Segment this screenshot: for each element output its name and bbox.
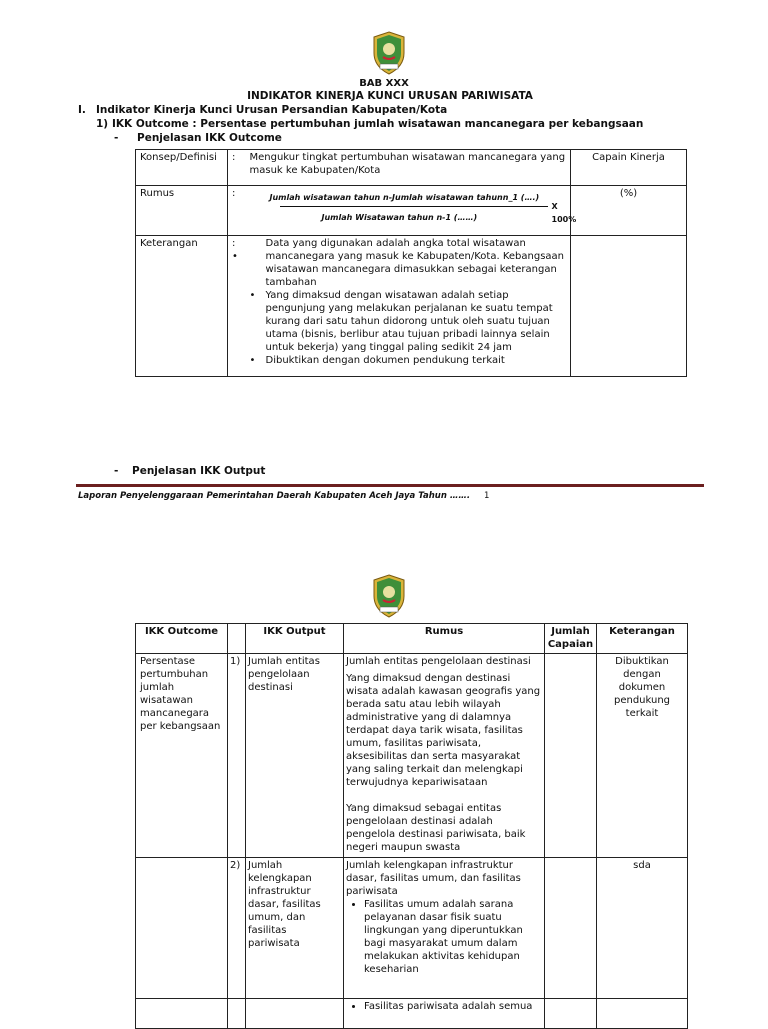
table-row (136, 999, 688, 1029)
table-row (136, 236, 687, 377)
fraction-line (280, 206, 548, 207)
rumus-cell (344, 654, 545, 858)
ikk-output-table (135, 623, 688, 1029)
chapter-label: BAB XXX (359, 78, 409, 89)
table-row (136, 186, 687, 236)
number-cell: 2) (228, 858, 246, 999)
header-ikk-outcome: IKK Outcome (136, 624, 228, 654)
capaian-cell (545, 654, 597, 858)
outcome-cell: Persentase pertumbuhan jumlah wisatawan mancanegara per kebangsaan (136, 654, 228, 858)
rumus-paragraph: Jumlah entitas pengelolaan destinasi (346, 656, 531, 667)
keterangan-cell (597, 999, 688, 1029)
capaian-cell (545, 999, 597, 1029)
rumus-bullet: • Fasilitas umum adalah sarana pelayanan dasar fisik suatu lingkungan yang diperuntukkan bagi masyarakat umum dalam melakukan aktivitas kehidupan keseharian (364, 898, 542, 976)
formula-numerator: Jumlah wisatawan tahun n-Jumlah wisatawan tahunn_1 (….) (269, 193, 540, 202)
rumus-intro: Jumlah kelengkapan infrastruktur dasar, fasilitas umum, dan fasilitas pariwisata (346, 860, 521, 897)
row-label: Rumus (136, 186, 228, 236)
number-cell: 1) (228, 654, 246, 858)
row-colon: : • (228, 236, 246, 377)
rumus-cell (344, 999, 545, 1029)
subsection-number: 1) (96, 118, 109, 130)
row-colon: : (228, 150, 246, 186)
outcome-explanation-heading: Penjelasan IKK Outcome (137, 132, 282, 144)
subsection-title: IKK Outcome : Persentase pertumbuhan jumlah wisatawan mancanegara per kebangsaan (112, 118, 644, 130)
regency-crest-logo (371, 574, 407, 618)
table-row (136, 654, 688, 858)
header-rumus: Rumus (344, 624, 545, 654)
note-item: • Dibuktikan dengan dokumen pendukung terkait (249, 355, 505, 366)
header-keterangan: Keterangan (597, 624, 688, 654)
definition-text: Mengukur tingkat pertumbuhan wisatawan mancanegara yang masuk ke Kabupaten/Kota (246, 150, 571, 186)
section-number: I. (78, 104, 86, 116)
header-ikk-output: IKK Output (246, 624, 344, 654)
capaian-cell (545, 858, 597, 999)
keterangan-cell: sda (597, 858, 688, 999)
output-cell: Jumlah kelengkapan infrastruktur dasar, fasilitas umum, dan fasilitas pariwisata (246, 858, 344, 999)
output-cell (246, 999, 344, 1029)
formula-multiplier: X 100% (551, 202, 577, 224)
footer-divider (76, 484, 704, 487)
outcome-dash: - (114, 132, 119, 144)
header-number (228, 624, 246, 654)
table-row (136, 150, 687, 186)
performance-header: Capain Kinerja (571, 150, 687, 186)
outcome-cell (136, 858, 228, 999)
output-explanation-heading: Penjelasan IKK Output (132, 465, 266, 477)
number-cell (228, 999, 246, 1029)
page-number: 1 (484, 491, 490, 501)
row-label: Keterangan (136, 236, 228, 377)
rumus-bullet: • Fasilitas pariwisata adalah semua (364, 1000, 542, 1013)
outcome-definition-table (135, 149, 687, 377)
row-colon: : (228, 186, 246, 236)
table-header-row (136, 624, 688, 654)
note-item: • Yang dimaksud dengan wisatawan adalah setiap pengunjung yang melakukan perjalanan ke suatu tempat kurang dari satu tahun didorong untuk oleh suatu tujuan utama (bisnis, berlibur atau tujuan pribadi lainnya selain untuk bekerja) yang tinggal paling sedikit 24 jam (249, 290, 553, 353)
rumus-cell (344, 858, 545, 999)
header-jumlah-capaian: Jumlah Capaian (545, 624, 597, 654)
rumus-paragraph: Yang dimaksud sebagai entitas pengelolaan destinasi adalah pengelola destinasi pariwisata, baik negeri maupun swasta (346, 803, 526, 853)
footer-text: Laporan Penyelenggaraan Pemerintahan Daerah Kabupaten Aceh Jaya Tahun ……. (78, 491, 471, 501)
output-dash: - (114, 465, 119, 477)
table-row (136, 858, 688, 999)
section-title: Indikator Kinerja Kunci Urusan Persandian Kabupaten/Kota (96, 104, 448, 116)
notes-right-cell (571, 236, 687, 377)
regency-crest-logo (371, 31, 407, 75)
note-item: Data yang digunakan adalah angka total wisatawan mancanegara yang masuk ke Kabupaten/Kota. Kebangsaan wisatawan mancanegara dimasukkan sebagai keterangan tambahan (265, 238, 564, 288)
unit-percent: (%) (571, 186, 687, 236)
rumus-paragraph: Yang dimaksud dengan destinasi wisata adalah kawasan geografis yang berada satu atau lebih wilayah administrative yang di dalamnya terdapat daya tarik wisata, fasilitas umum, fasilitas pariwisata, aksesibilitas dan serta masyarakat yang saling terkait dan melengkapi terwujudnya kepariwisataan (346, 673, 541, 788)
formula-cell (246, 186, 577, 236)
row-label: Konsep/Definisi (136, 150, 228, 186)
formula-denominator: Jumlah Wisatawan tahun n-1 (……) (321, 213, 478, 222)
outcome-cell (136, 999, 228, 1029)
main-title: INDIKATOR KINERJA KUNCI URUSAN PARIWISATA (247, 90, 533, 102)
keterangan-cell: Dibuktikan dengan dokumen pendukung terkait (597, 654, 688, 858)
notes-cell (246, 236, 571, 377)
output-cell: Jumlah entitas pengelolaan destinasi (246, 654, 344, 858)
